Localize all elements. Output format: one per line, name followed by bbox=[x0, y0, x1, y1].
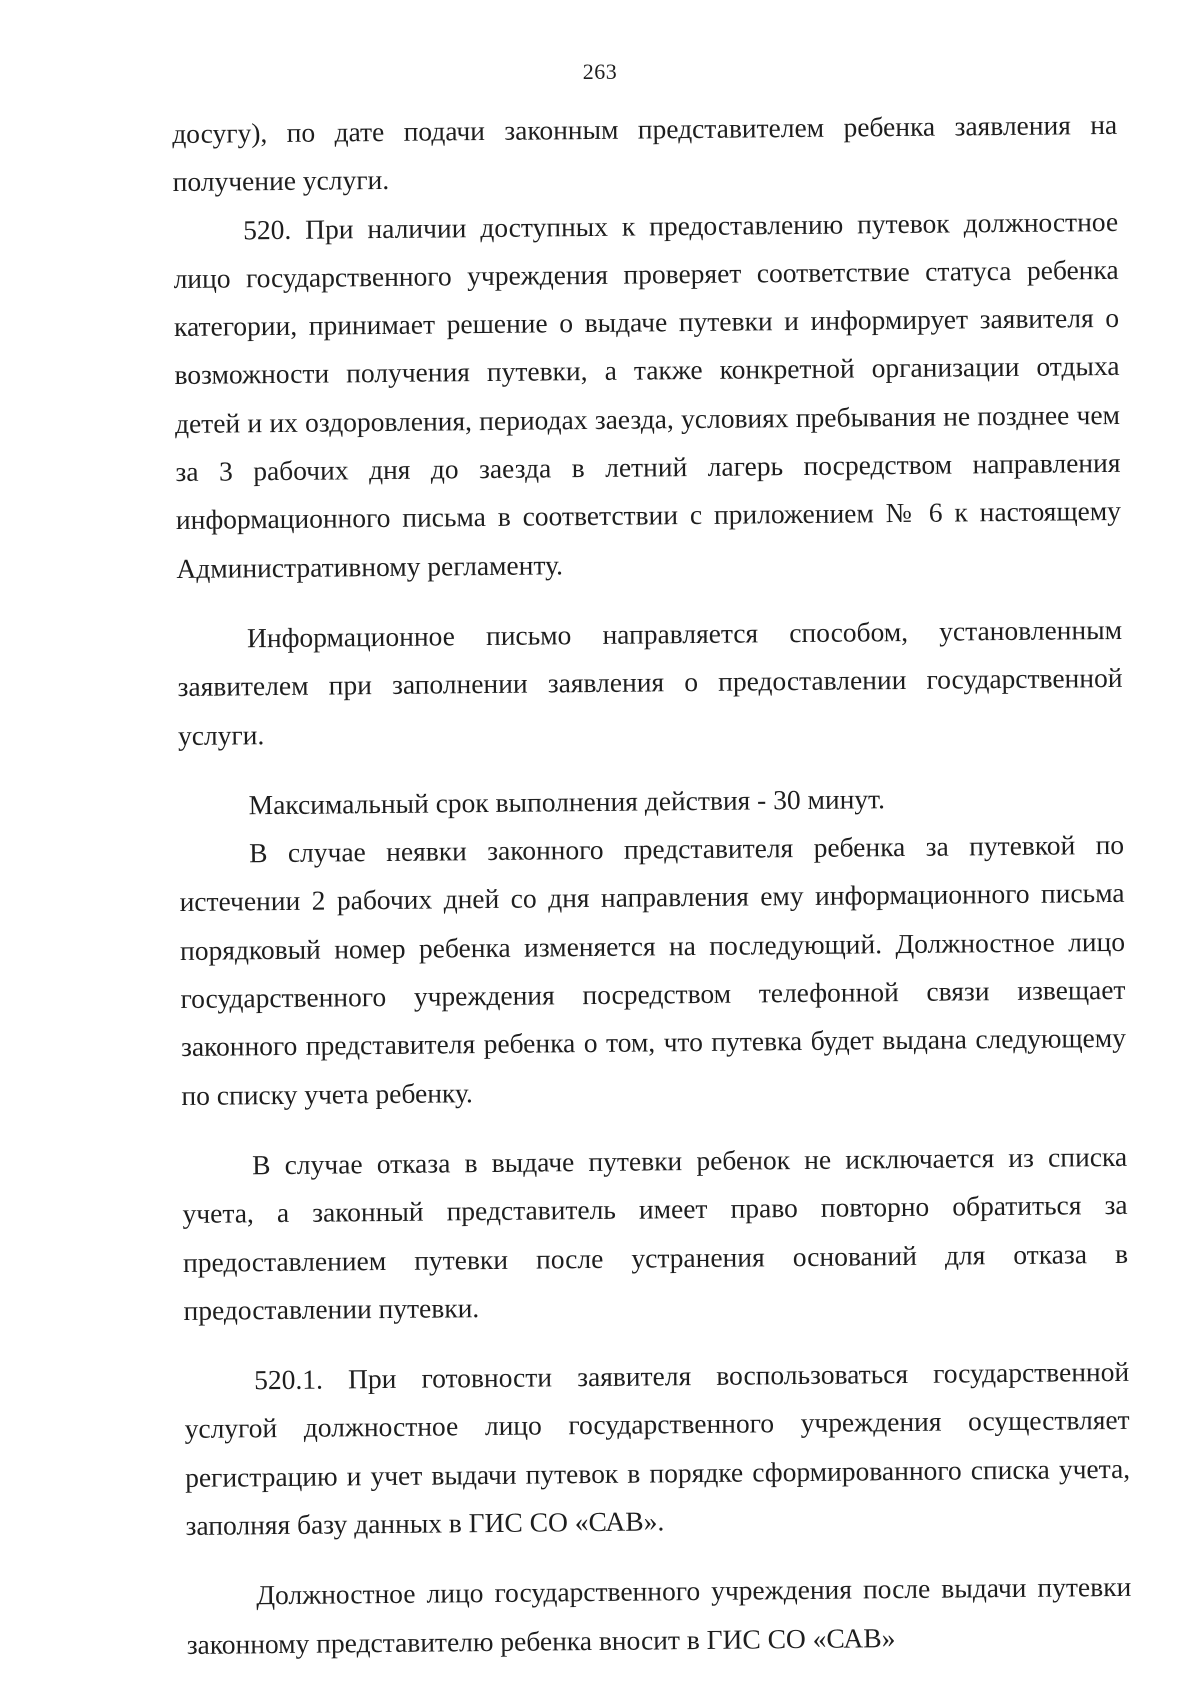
page-number: 263 bbox=[582, 59, 618, 84]
paragraph-continuation: досугу), по дате подачи законным представителем ребенка заявления на получение услуги. bbox=[172, 108, 1118, 198]
paragraph-info-letter: Информационное письмо направляется способом, установленным заявителем при заполнении заявления о предоставлении государственной услуги. bbox=[177, 613, 1123, 751]
document-body bbox=[172, 101, 1132, 1669]
paragraph-refusal: В случае отказа в выдаче путевки ребенок не исключается из списка учета, а законный представитель имеет право повторно обратиться за предоставлением путевки после устранения оснований для отказа в предоставлении путевки. bbox=[182, 1140, 1129, 1326]
paragraph-issuance-entry: Должностное лицо государственного учреждения после выдачи путевки законному представителю ребенка вносит в ГИС СО «САВ» bbox=[186, 1571, 1132, 1660]
paragraph-no-show: В случае неявки законного представителя ребенка за путевкой по истечении 2 рабочих дней со дня направления ему информационного письма порядковый номер ребенка изменяется на последующий. Должностное лицо государственного учреждения посредством телефонной связи извещает законного представителя ребенка о том, что путевка будет выдана следующему по списку учета ребенку. bbox=[179, 829, 1127, 1111]
paragraph-max-time: Максимальный срок выполнения действия - 30 минут. bbox=[248, 783, 886, 821]
paragraph-520-1: 520.1. При готовности заявителя воспользоваться государственной услугой должностное лицо государственного учреждения осуществляет регистрацию и учет выдачи путевок в порядке сформированного списка учета, заполняя базу данных в ГИС СО «САВ». bbox=[184, 1355, 1131, 1541]
paragraph-520: 520. При наличии доступных к предоставлению путевок должностное лицо государственного учреждения проверяет соответствие статуса ребенка категории, принимает решение о выдаче путевки и информирует заявителя о возможности получения путевки, а также конкретной организации отдыха детей и их оздоровления, периодах заезда, условиях пребывания не позднее чем за 3 рабочих дня до заезда в летний лагерь посредством направления информационного письма в соответствии с приложением № 6 к настоящему Административному регламенту. bbox=[173, 205, 1122, 584]
